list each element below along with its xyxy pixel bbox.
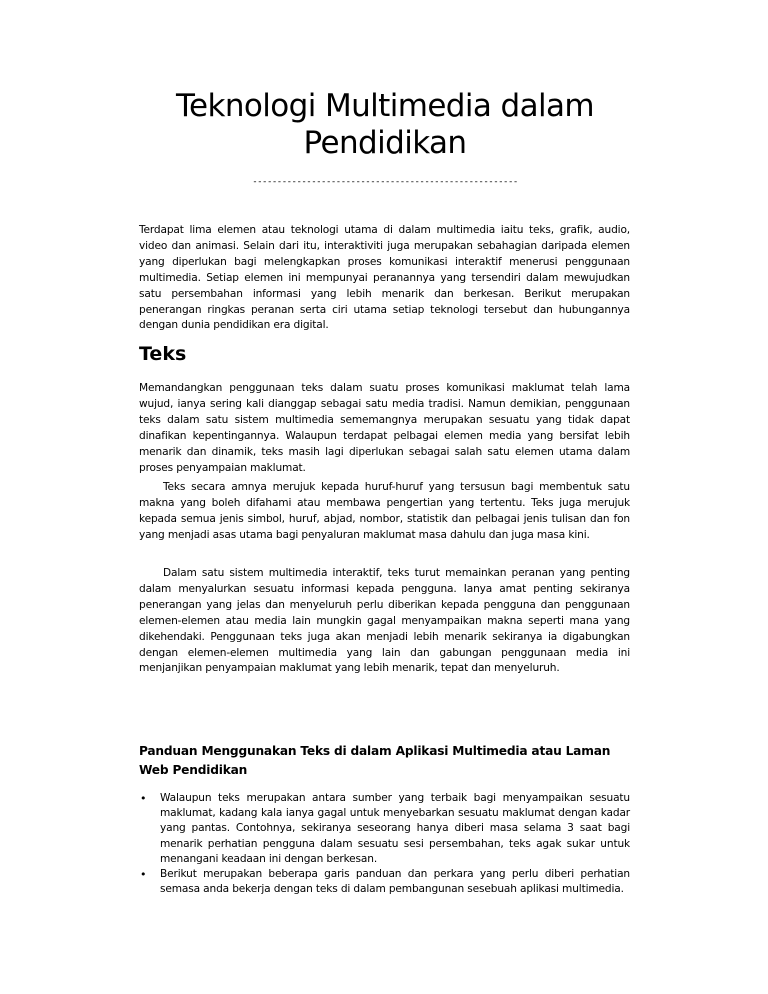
section-paragraph: Teks secara amnya merujuk kepada huruf-huruf yang tersusun bagi membentuk satu makna yang boleh difahami atau membawa pengertian yang tertentu. Teks juga merujuk kepada semua jenis simbol, huruf, abjad, nombor, statistik dan pelbagai jenis tulisan dan fon yang menjadi asas utama bagi penyaluran maklumat masa dahulu dan juga masa kini. <box>139 481 630 541</box>
section-heading: Teks <box>139 343 187 365</box>
list-item <box>139 791 630 867</box>
subheading: Panduan Menggunakan Teks di dalam Aplikasi Multimedia atau Laman Web Pendidikan <box>139 744 611 777</box>
intro-paragraph: Terdapat lima elemen atau teknologi utama di dalam multimedia iaitu teks, grafik, audio, video dan animasi. Selain dari itu, interaktiviti juga merupakan sebahagian daripada elemen yang diperlukan bagi melengkapkan proses komunikasi interaktif menerusi penggunaan multimedia. Setiap elemen ini mempunyai peranannya yang tersendiri dalam mewujudkan satu persembahan informasi yang lebih menarik dan berkesan. Berikut merupakan penerangan ringkas peranan serta ciri utama setiap teknologi tersebut dan hubungannya dengan dunia pendidikan era digital. <box>139 224 630 332</box>
bullet-icon: • <box>140 868 147 882</box>
list-item-text: Berikut merupakan beberapa garis panduan dan perkara yang perlu diberi perhatian semasa anda bekerja dengan teks di dalam pembangunan sesebuah aplikasi multimedia. <box>160 868 630 896</box>
list-item <box>139 867 630 897</box>
document-title: Teknologi Multimedia dalam Pendidikan <box>175 88 595 161</box>
list-item-text: Walaupun teks merupakan antara sumber yang terbaik bagi menyampaikan sesuatu maklumat, kadang kala ianya gagal untuk menyebarkan sesuatu maklumat dengan kadar yang pantas. Contohnya, sekiranya seseorang hanya diberi masa selama 3 saat bagi menarik perhatian pengguna dalam sesuatu sesi persembahan, teks agak sukar untuk menangani keadaan ini dengan berkesan. <box>160 792 630 865</box>
bullet-list <box>139 791 630 897</box>
bullet-icon: • <box>140 792 147 805</box>
title-divider: ------------------------------------------------------ <box>252 177 518 187</box>
section-paragraph: Memandangkan penggunaan teks dalam suatu proses komunikasi maklumat telah lama wujud, ianya sering kali dianggap sebagai satu media tradisi. Namun demikian, penggunaan teks dalam satu sistem multimedia sememangnya merupakan sesuatu yang tidak dapat dinafikan kepentingannya. Walaupun terdapat pelbagai elemen media yang bersifat lebih menarik dan dinamik, teks masih lagi diperlukan sebagai salah satu elemen utama dalam proses penyampaian maklumat. <box>139 382 630 474</box>
section-paragraph: Dalam satu sistem multimedia interaktif, teks turut memainkan peranan yang penting dalam menyalurkan sesuatu informasi kepada pengguna. Ianya amat penting sekiranya penerangan yang jelas dan menyeluruh perlu diberikan kepada pengguna dan penggunaan elemen-elemen atau media lain mungkin gagal menyampaikan makna seperti mana yang dikehendaki. Penggunaan teks juga akan menjadi lebih menarik sekiranya ia digabungkan dengan elemen-elemen multimedia yang lain dan gabungan penggunaan media ini menjanjikan penyampaian maklumat yang lebih menarik, tepat dan menyeluruh. <box>139 567 630 675</box>
